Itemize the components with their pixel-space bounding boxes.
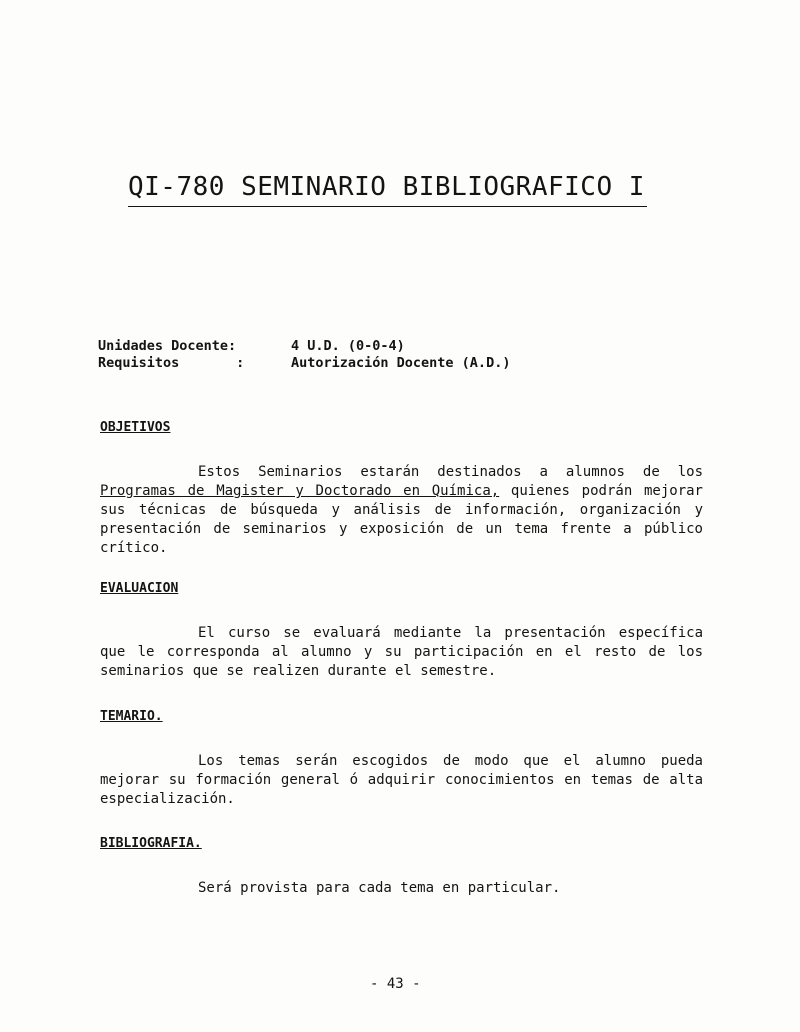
evaluacion-paragraph: El curso se evaluará mediante la presentación específica que le corresponda al alumno y su participación en el resto de los seminarios que se realizen durante el semestre. (100, 625, 703, 679)
bibliografia-heading: BIBLIOGRAFIA. (100, 836, 202, 851)
page-number: - 43 - (370, 976, 421, 992)
requirements-row (98, 355, 510, 372)
evaluacion-heading: EVALUACION (100, 581, 179, 596)
requirements-label: Requisitos : (98, 355, 245, 371)
temario-heading: TEMARIO. (100, 709, 163, 724)
bibliografia-text: Será provista para cada tema en particular. (198, 880, 561, 896)
objetivos-text-end: quienes podrán mejorar sus técnicas de búsqueda y análisis de información, organización y presentación de seminarios y exposición de un tema frente a público crítico. (100, 483, 703, 556)
course-title: QI-780 SEMINARIO BIBLIOGRAFICO I (128, 172, 647, 207)
units-row (98, 338, 510, 355)
objetivos-programs-underlined: Programas de Magister y Doctorado en Química, (100, 483, 500, 499)
units-value: 4 U.D. (0-0-4) (291, 338, 405, 354)
objetivos-heading: OBJETIVOS (100, 420, 171, 435)
objetivos-text-start: Estos Seminarios estarán destinados a alumnos de los (198, 464, 703, 480)
units-label: Unidades Docente: (98, 338, 237, 354)
objetivos-paragraph (100, 463, 703, 558)
temario-paragraph: Los temas serán escogidos de modo que el alumno pueda mejorar su formación general ó adquirir conocimientos en temas de alta especialización. (100, 753, 703, 807)
course-meta (98, 338, 510, 372)
requirements-value: Autorización Docente (A.D.) (291, 355, 511, 371)
